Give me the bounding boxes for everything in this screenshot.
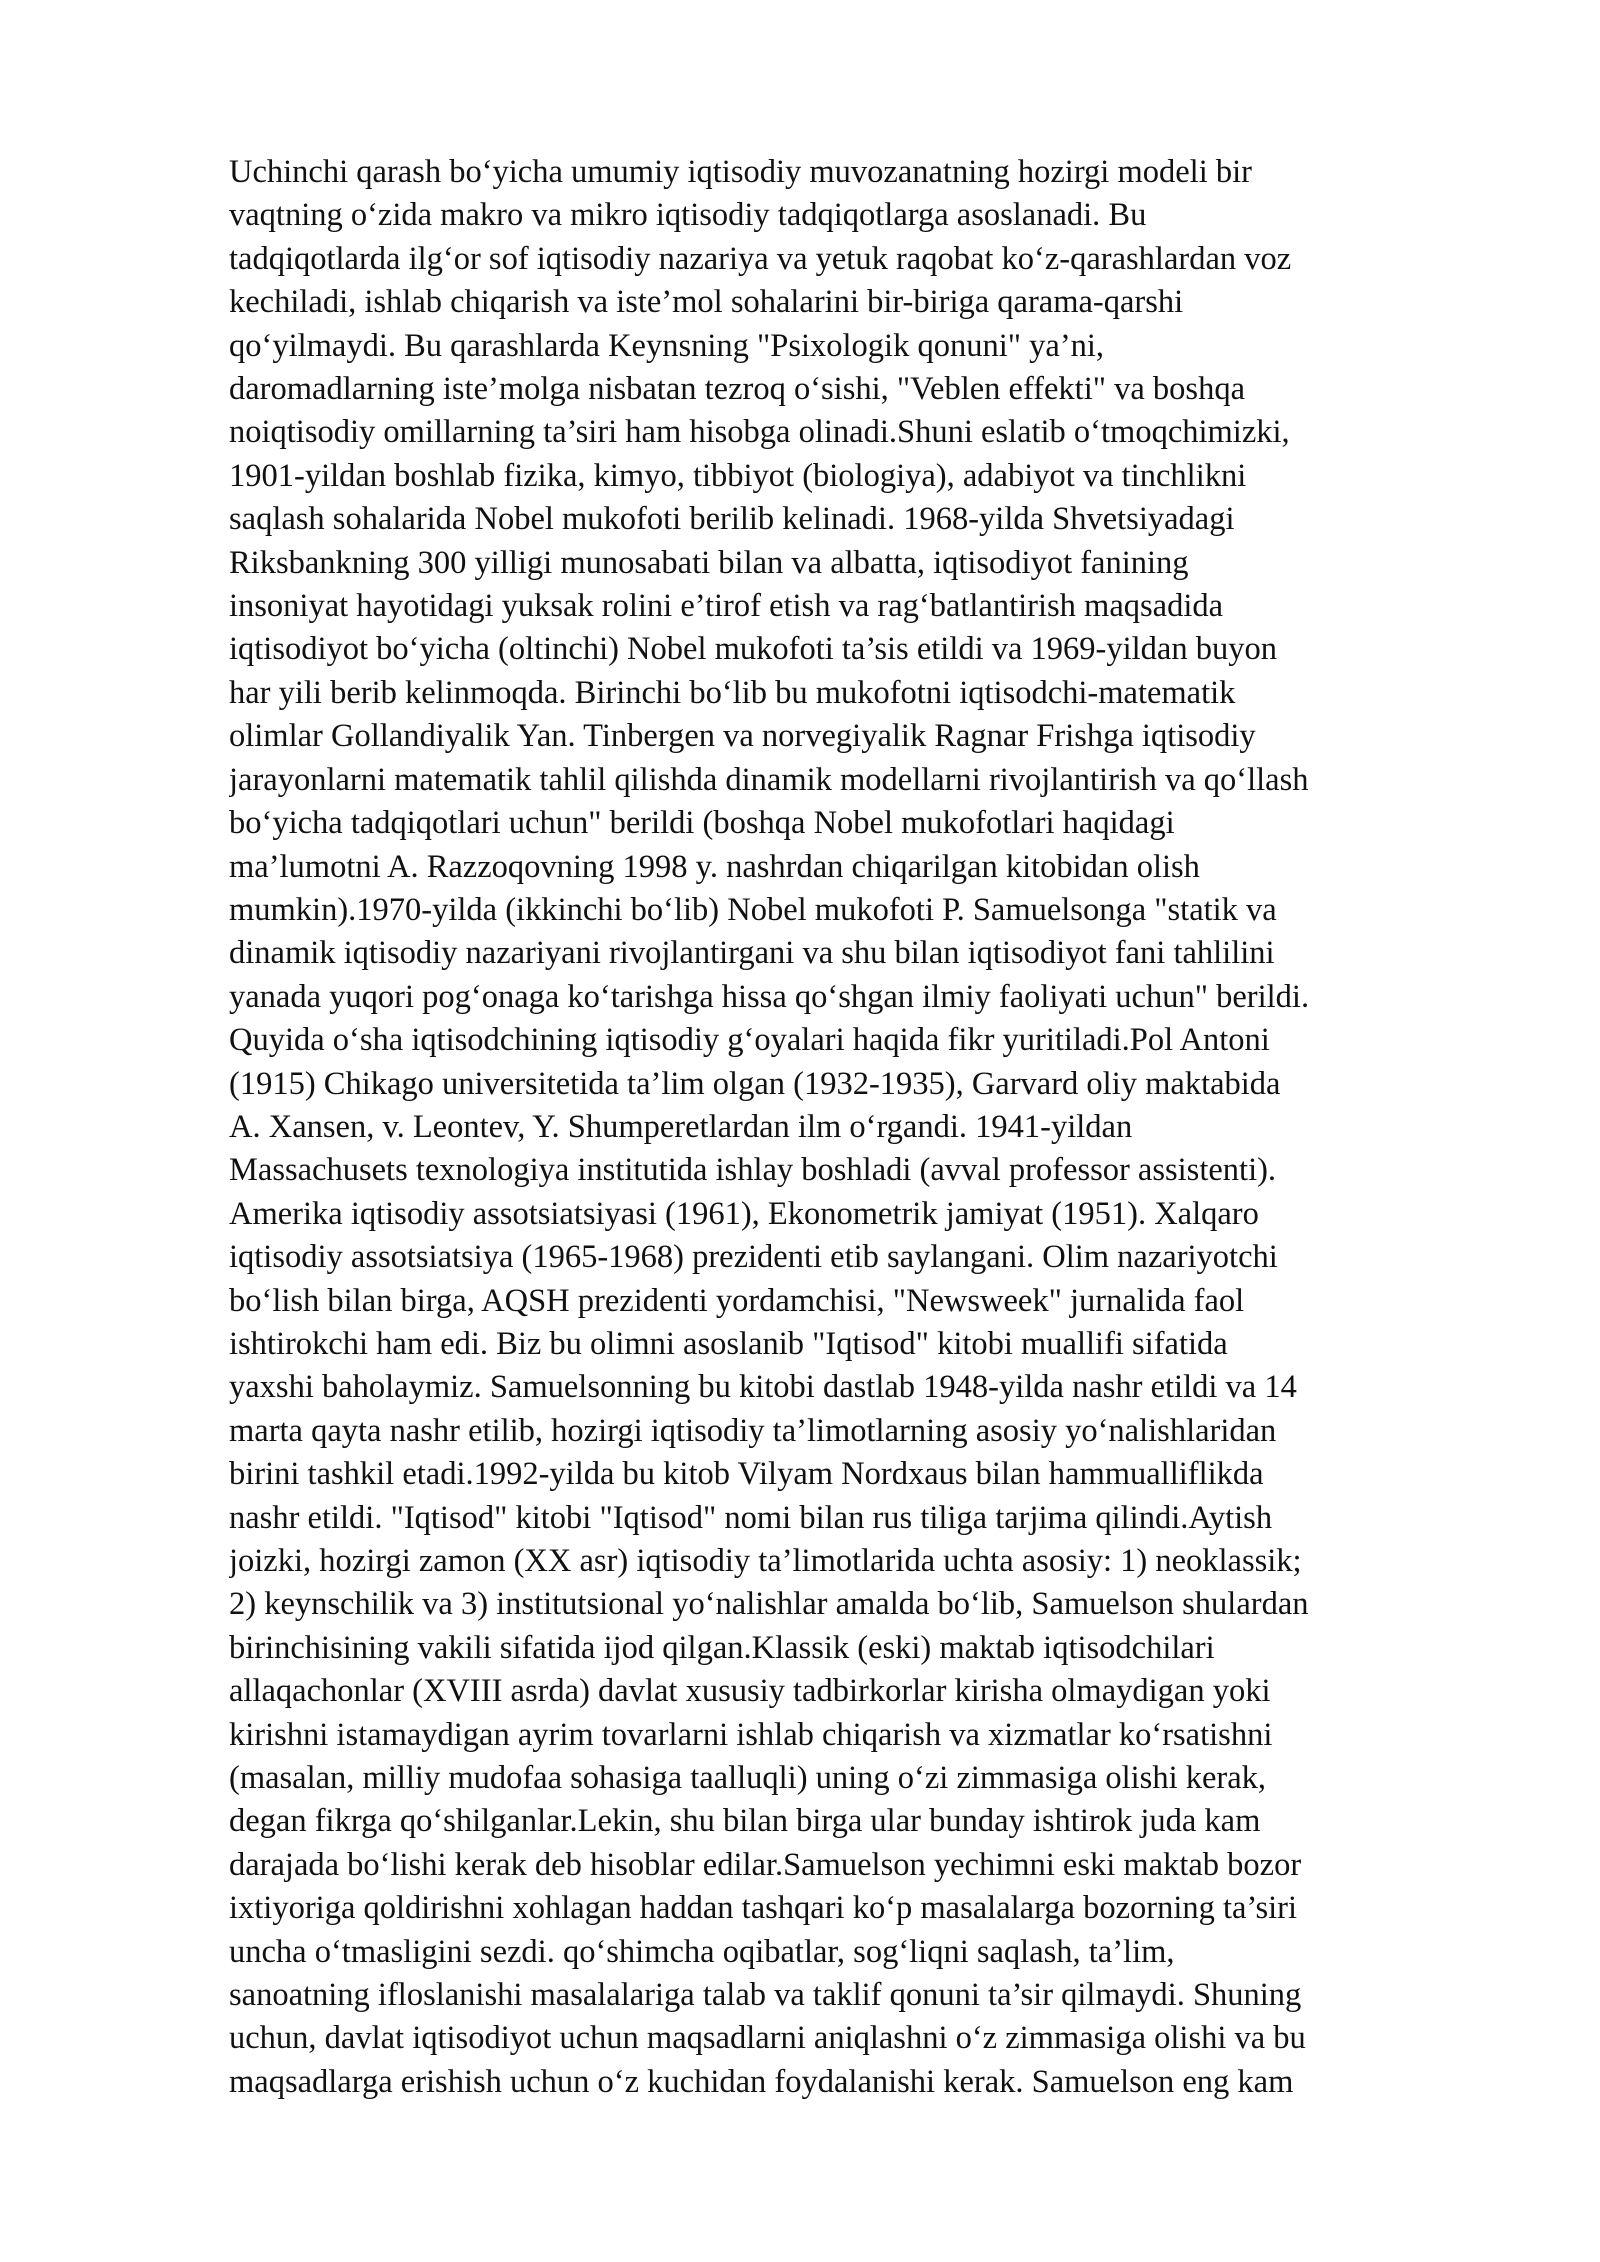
text-line: kechiladi, ishlab chiqarish va iste’mol sohalarini bir-biriga qarama-qarshi bbox=[229, 284, 1184, 321]
text-line: tadqiqotlarda ilg‘or sof iqtisodiy nazariya va yetuk raqobat ko‘z-qarashlardan voz bbox=[229, 240, 1292, 277]
body-text bbox=[229, 151, 1519, 2104]
text-line: maqsadlarga erishish uchun o‘z kuchidan foydalanishi kerak. Samuelson eng kam bbox=[229, 2063, 1294, 2100]
text-line: (1915) Chikago universitetida ta’lim olgan (1932-1935), Garvard oliy maktabida bbox=[229, 1065, 1281, 1102]
text-line: ixtiyoriga qoldirishni xohlagan haddan tashqari ko‘p masalalarga bozorning ta’siri bbox=[229, 1890, 1298, 1927]
text-line: olimlar Gollandiyalik Yan. Tinbergen va norvegiyalik Ragnar Frishga iqtisodiy bbox=[229, 718, 1256, 755]
text-line: marta qayta nashr etilib, hozirgi iqtisodiy ta’limotlarning asosiy yo‘nalishlaridan bbox=[229, 1412, 1277, 1449]
text-line: Uchinchi qarash bo‘yicha umumiy iqtisodiy muvozanatning hozirgi modeli bir bbox=[229, 154, 1252, 190]
text-line: Quyida o‘sha iqtisodchining iqtisodiy g‘oyalari haqida fikr yuritiladi.Pol Antoni bbox=[229, 1022, 1270, 1059]
text-line: iqtisodiyot bo‘yicha (oltinchi) Nobel mukofoti ta’sis etildi va 1969-yildan buyon bbox=[229, 631, 1277, 668]
text-line: bo‘yicha tadqiqotlari uchun" berildi (boshqa Nobel mukofotlari haqidagi bbox=[229, 805, 1175, 842]
text-line: nashr etildi. "Iqtisod" kitobi "Iqtisod" nomi bilan rus tiliga tarjima qilindi.Aytish bbox=[229, 1499, 1273, 1536]
text-line: birinchisining vakili sifatida ijod qilgan.Klassik (eski) maktab iqtisodchilari bbox=[229, 1629, 1215, 1666]
text-line: 1901-yildan boshlab fizika, kimyo, tibbiyot (biologiya), adabiyot va tinchlikni bbox=[229, 457, 1247, 494]
text-line: bo‘lish bilan birga, AQSH prezidenti yordamchisi, "Newsweek" jurnalida faol bbox=[229, 1282, 1245, 1319]
text-line: birini tashkil etadi.1992-yilda bu kitob Vilyam Nordxaus bilan hammualliflikda bbox=[229, 1456, 1264, 1493]
text-line: sanoatning ifloslanishi masalalariga talab va taklif qonuni ta’sir qilmaydi. Shuning bbox=[229, 1977, 1302, 2014]
text-line: noiqtisodiy omillarning ta’siri ham hisobga olinadi.Shuni eslatib o‘tmoqchimizki, bbox=[229, 414, 1290, 451]
text-line: degan fikrga qo‘shilganlar.Lekin, shu bilan birga ular bunday ishtirok juda kam bbox=[229, 1803, 1261, 1840]
text-line: iqtisodiy assotsiatsiya (1965-1968) prezidenti etib saylangani. Olim nazariyotchi bbox=[229, 1239, 1278, 1276]
text-line: joizki, hozirgi zamon (XX asr) iqtisodiy ta’limotlarida uchta asosiy: 1) neoklassik; bbox=[229, 1543, 1302, 1579]
text-line: uncha o‘tmasligini sezdi. qo‘shimcha oqibatlar, sog‘liqni saqlash, ta’lim, bbox=[229, 1933, 1175, 1970]
text-line: Amerika iqtisodiy assotsiatsiyasi (1961), Ekonometrik jamiyat (1951). Xalqaro bbox=[229, 1195, 1259, 1232]
text-line: saqlash sohalarida Nobel mukofoti berilib kelinadi. 1968-yilda Shvetsiyadagi bbox=[229, 501, 1235, 538]
text-line: dinamik iqtisodiy nazariyani rivojlantirgani va shu bilan iqtisodiyot fani tahlilini bbox=[229, 935, 1275, 972]
text-line: yaxshi baholaymiz. Samuelsonning bu kitobi dastlab 1948-yilda nashr etildi va 14 bbox=[229, 1369, 1297, 1406]
text-line: jarayonlarni matematik tahlil qilishda dinamik modellarni rivojlantirish va qo‘llash bbox=[229, 761, 1309, 798]
text-line: ma’lumotni A. Razzoqovning 1998 y. nashrdan chiqarilgan kitobidan olish bbox=[229, 848, 1200, 885]
text-line: Massachusets texnologiya institutida ishlay boshladi (avval professor assistenti). bbox=[229, 1152, 1277, 1189]
text-line: darajada bo‘lishi kerak deb hisoblar edilar.Samuelson yechimni eski maktab bozor bbox=[229, 1846, 1302, 1883]
text-line: Riksbankning 300 yilligi munosabati bilan va albatta, iqtisodiyot fanining bbox=[229, 544, 1189, 581]
text-line: allaqachonlar (XVIII asrda) davlat xususiy tadbirkorlar kirisha olmaydigan yoki bbox=[229, 1673, 1271, 1710]
text-line: uchun, davlat iqtisodiyot uchun maqsadlarni aniqlashni o‘z zimmasiga olishi va bu bbox=[229, 2020, 1306, 2057]
text-line: A. Xansen, v. Leontev, Y. Shumperetlardan ilm o‘rgandi. 1941-yildan bbox=[229, 1108, 1133, 1145]
text-line: vaqtning o‘zida makro va mikro iqtisodiy tadqiqotlarga asoslanadi. Bu bbox=[229, 197, 1147, 234]
text-line: daromadlarning iste’molga nisbatan tezroq o‘sishi, "Veblen effekti" va boshqa bbox=[229, 371, 1246, 408]
text-line: qo‘yilmaydi. Bu qarashlarda Keynsning "Psixologik qonuni" ya’ni, bbox=[229, 327, 1105, 364]
text-line: 2) keynschilik va 3) institutsional yo‘nalishlar amalda bo‘lib, Samuelson shulardan bbox=[229, 1586, 1309, 1623]
text-line: ishtirokchi ham edi. Biz bu olimni asoslanib "Iqtisod" kitobi muallifi sifatida bbox=[229, 1325, 1228, 1362]
text-line: mumkin).1970-yilda (ikkinchi bo‘lib) Nobel mukofoti P. Samuelsonga "statik va bbox=[229, 891, 1277, 928]
text-line: insoniyat hayotidagi yuksak rolini e’tirof etish va rag‘batlantirish maqsadida bbox=[229, 588, 1224, 625]
text-line: har yili berib kelinmoqda. Birinchi bo‘lib bu mukofotni iqtisodchi-matematik bbox=[229, 674, 1236, 711]
text-line: yanada yuqori pog‘onaga ko‘tarishga hissa qo‘shgan ilmiy faoliyati uchun" berildi. bbox=[229, 978, 1310, 1015]
text-line: kirishni istamaydigan ayrim tovarlarni ishlab chiqarish va xizmatlar ko‘rsatishni bbox=[229, 1716, 1273, 1753]
text-line: (masalan, milliy mudofaa sohasiga taalluqli) uning o‘zi zimmasiga olishi kerak, bbox=[229, 1760, 1267, 1797]
